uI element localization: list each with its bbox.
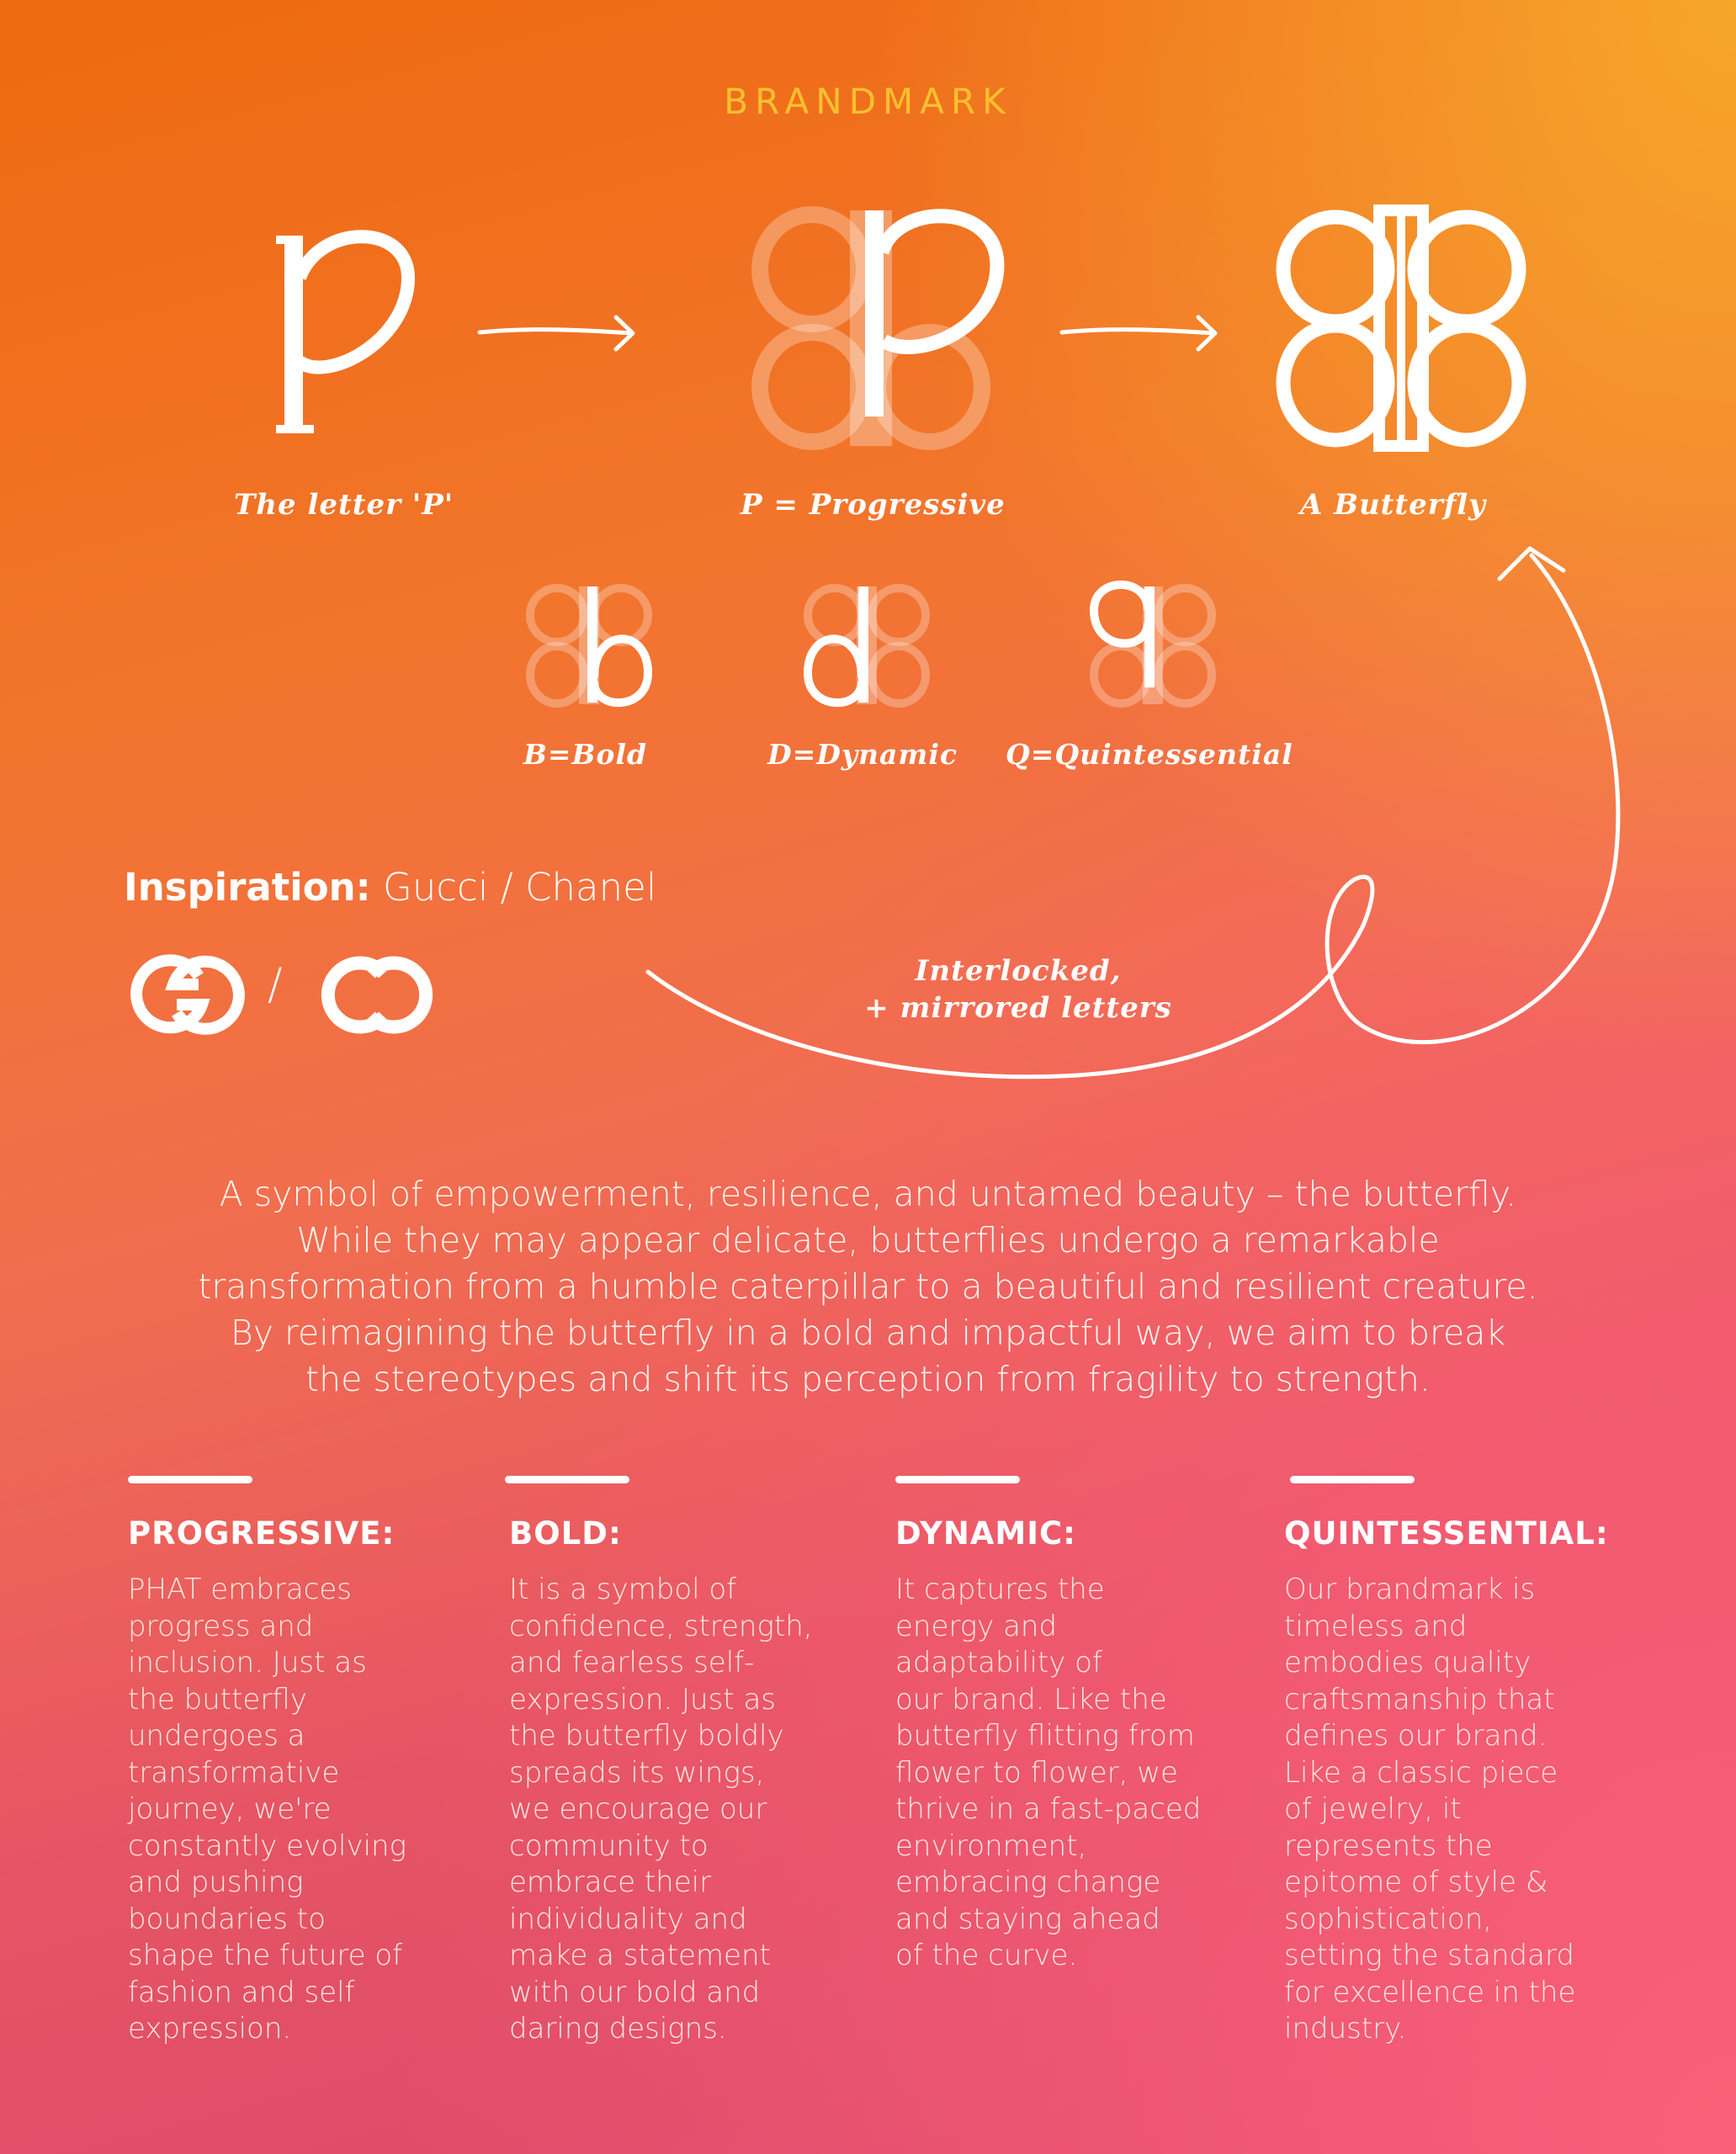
column-line: represents the — [1284, 1828, 1493, 1863]
column-bold — [503, 1476, 846, 2048]
column-body — [895, 1572, 1232, 1975]
column-line: Our brandmark is — [1284, 1573, 1536, 1606]
column-line: and pushing — [128, 1865, 304, 1899]
column-line: embracing change — [895, 1865, 1161, 1899]
column-line: It is a symbol of — [509, 1573, 737, 1606]
column-line: the butterfly — [128, 1682, 307, 1716]
column-progressive — [128, 1476, 465, 2048]
column-line: constantly evolving — [128, 1828, 406, 1863]
column-line: timeless and — [1284, 1609, 1468, 1643]
column-body — [128, 1572, 465, 2048]
column-line: community to — [509, 1828, 709, 1863]
column-line: our brand. Like the — [895, 1682, 1167, 1716]
column-line: transformative — [128, 1755, 340, 1790]
caption-letter-p: The letter 'P' — [234, 488, 454, 522]
butterfly-logo-icon — [1266, 206, 1536, 450]
column-line: inclusion. Just as — [128, 1646, 367, 1679]
column-line: spreads its wings, — [509, 1755, 765, 1790]
column-line: craftsmanship that — [1284, 1682, 1555, 1716]
column-line: daring designs. — [509, 2012, 727, 2045]
annotation-line-1: Interlocked, — [915, 954, 1122, 988]
column-line: industry. — [1284, 2012, 1407, 2045]
letter-p-icon — [269, 227, 421, 438]
column-line: shape the future of — [128, 1939, 403, 1972]
column-line: Like a classic piece — [1284, 1755, 1558, 1790]
caption-progressive: P = Progressive — [741, 488, 1006, 522]
column-title: QUINTESSENTIAL: — [1284, 1515, 1609, 1552]
description-line: By reimagining the butterfly in a bold and impactful way, we aim to break — [230, 1313, 1506, 1353]
progressive-butterfly-icon — [732, 206, 1010, 450]
column-divider — [128, 1476, 252, 1483]
column-line: flower to flower, we — [895, 1755, 1178, 1790]
column-line: and fearless self- — [509, 1646, 755, 1679]
column-title: BOLD: — [509, 1515, 622, 1552]
inspiration-heading — [124, 865, 656, 910]
column-line: energy and — [895, 1609, 1058, 1643]
column-line: adaptability of — [895, 1646, 1102, 1679]
column-line: epitome of style & — [1284, 1865, 1548, 1899]
column-line: make a statement — [509, 1939, 771, 1972]
inspiration-value: Gucci / Chanel — [370, 865, 657, 910]
column-line: sophistication, — [1284, 1902, 1493, 1936]
column-line: PHAT embraces — [128, 1573, 353, 1606]
column-line: progress and — [128, 1609, 314, 1643]
description-line: transformation from a humble caterpillar to a beautiful and resilient creature. — [198, 1266, 1538, 1307]
annotation-line-2: + mirrored letters — [864, 991, 1172, 1025]
column-quintessential — [1284, 1476, 1621, 2048]
caption-quintessential: Q=Quintessential — [1006, 738, 1293, 771]
column-title: PROGRESSIVE: — [128, 1515, 396, 1552]
caption-dynamic: D=Dynamic — [767, 738, 958, 771]
letter-b-butterfly-icon — [522, 585, 656, 707]
column-line: butterfly flitting from — [895, 1719, 1195, 1753]
column-line: It captures the — [895, 1573, 1105, 1606]
caption-bold: B=Bold — [523, 738, 648, 771]
column-line: of the curve. — [895, 1939, 1078, 1972]
column-divider — [1290, 1476, 1415, 1483]
arrow-right-icon — [1062, 316, 1222, 358]
column-line: boundaries to — [128, 1902, 326, 1936]
column-line: journey, we're — [128, 1792, 332, 1826]
description-line: the stereotypes and shift its perception from fragility to strength. — [305, 1359, 1431, 1399]
column-line: embodies quality — [1284, 1646, 1532, 1679]
page-title: BRANDMARK — [724, 81, 1012, 122]
column-divider — [895, 1476, 1020, 1483]
chanel-logo-icon — [318, 955, 436, 1035]
column-line: the butterfly boldly — [509, 1719, 784, 1753]
column-line: setting the standard — [1284, 1939, 1574, 1972]
description-paragraph — [118, 1171, 1618, 1403]
column-line: expression. — [128, 2012, 292, 2045]
column-body — [1284, 1572, 1621, 2048]
column-line: thrive in a fast-paced — [895, 1792, 1202, 1826]
column-line: undergoes a — [128, 1719, 305, 1753]
column-dynamic — [895, 1476, 1232, 1975]
inspiration-label: Inspiration: — [124, 865, 371, 910]
gucci-logo-icon — [125, 952, 251, 1037]
column-line: with our bold and — [509, 1975, 761, 2009]
caption-butterfly: A Butterfly — [1300, 488, 1486, 522]
column-line: fashion and self — [128, 1975, 355, 2009]
column-line: of jewelry, it — [1284, 1792, 1462, 1826]
description-line: While they may appear delicate, butterflies undergo a remarkable — [296, 1220, 1440, 1260]
column-line: and staying ahead — [895, 1902, 1160, 1936]
column-body — [509, 1572, 846, 2048]
column-line: confidence, strength, — [509, 1609, 813, 1643]
column-line: for excellence in the — [1284, 1975, 1576, 2009]
column-line: environment, — [895, 1828, 1087, 1863]
interlocked-annotation — [841, 952, 1195, 1027]
column-line: expression. Just as — [509, 1682, 776, 1716]
column-line: individuality and — [509, 1902, 747, 1936]
column-divider — [505, 1476, 629, 1483]
arrow-right-icon — [480, 316, 640, 358]
column-title: DYNAMIC: — [895, 1515, 1076, 1552]
column-line: defines our brand. — [1284, 1719, 1548, 1753]
column-line: embrace their — [509, 1865, 712, 1899]
column-line: we encourage our — [509, 1792, 767, 1826]
description-line: A symbol of empowerment, resilience, and untamed beauty – the butterfly. — [219, 1174, 1517, 1214]
inspiration-separator: / — [268, 959, 283, 1010]
